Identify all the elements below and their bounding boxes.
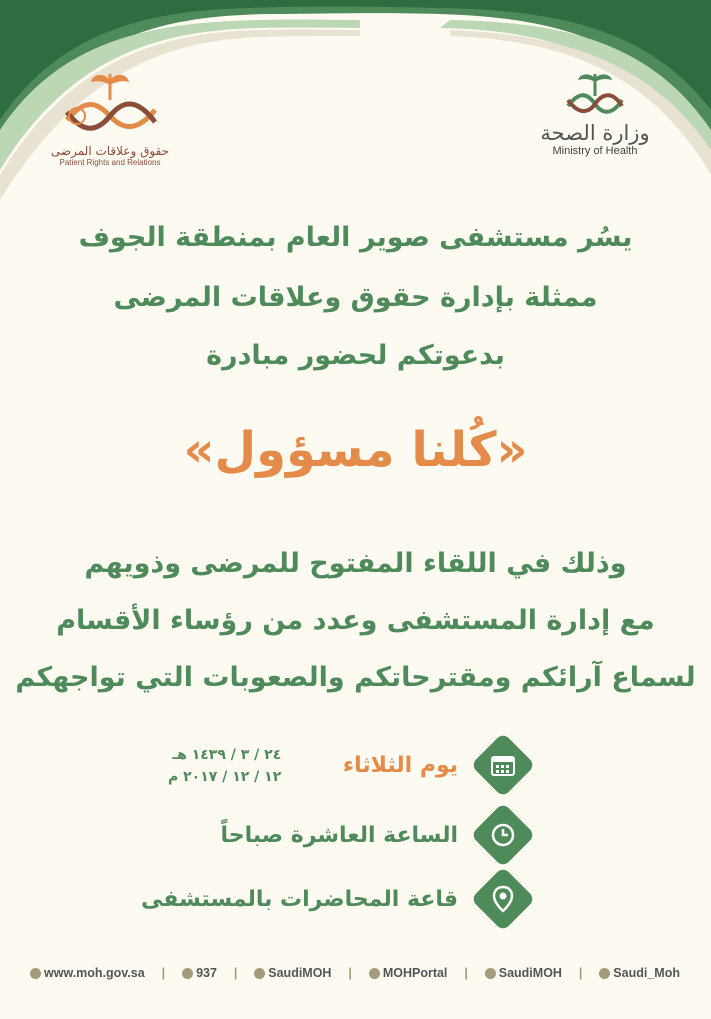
time-row [220, 812, 526, 858]
gregorian-date: ١٢ / ١٢ / ٢٠١٧ م [168, 769, 282, 785]
footer-twitter[interactable] [254, 966, 331, 980]
footer-phone[interactable] [182, 966, 217, 980]
patient-rights-emblem-icon [55, 70, 165, 140]
footer-divider: | [161, 966, 166, 980]
calendar-icon [490, 753, 516, 777]
footer-divider: | [348, 966, 352, 980]
event-time: الساعة العاشرة صباحاً [220, 822, 458, 848]
location-pin-icon-badge [470, 866, 535, 931]
date-row [343, 742, 526, 788]
snapchat-icon [599, 968, 610, 979]
clock-icon-badge [470, 802, 535, 867]
instagram-icon [485, 968, 496, 979]
patient-rights-arabic-name: حقوق وعلاقات المرضى [50, 144, 170, 158]
patient-rights-logo [40, 70, 180, 167]
invitation-line-hospital: يسُر مستشفى صوير العام بمنطقة الجوف [78, 222, 633, 253]
hijri-date: ٢٤ / ٣ / ١٤٣٩ هـ [172, 747, 282, 763]
clock-icon [490, 822, 516, 848]
moh-logo [520, 70, 670, 157]
moh-arabic-name: وزارة الصحة [540, 121, 650, 145]
location-row [141, 876, 526, 922]
instagram-text: SaudiMOH [498, 966, 562, 980]
location-pin-icon [491, 885, 515, 913]
invitation-line-meeting: وذلك في اللقاء المفتوح للمرضى وذويهم [84, 548, 627, 579]
invitation-line-purpose: لسماع آرائكم ومقترحاتكم والصعوبات التي تواجهكم [15, 662, 696, 693]
youtube-icon [369, 968, 380, 979]
footer-divider: | [578, 966, 583, 980]
patient-rights-english-name: Patient Rights and Relations [59, 158, 161, 167]
website-text: www.moh.gov.sa [44, 966, 145, 980]
initiative-slogan: «كُلنا مسؤول» [183, 422, 528, 478]
footer-snapchat[interactable] [599, 966, 680, 980]
globe-icon [30, 968, 41, 979]
event-dates [168, 744, 281, 788]
footer-instagram[interactable] [485, 966, 562, 980]
twitter-icon [254, 968, 265, 979]
invitation-line-invite: بدعوتكم لحضور مبادرة [206, 340, 505, 371]
moh-english-name: Ministry of Health [552, 145, 638, 158]
contact-footer [30, 966, 680, 980]
youtube-text: MOHPortal [382, 966, 448, 980]
footer-divider: | [464, 966, 468, 980]
calendar-icon-badge [470, 732, 535, 797]
day-label: يوم الثلاثاء [342, 752, 458, 778]
event-place: قاعة المحاضرات بالمستشفى [141, 886, 458, 912]
snapchat-text: Saudi_Moh [613, 966, 680, 980]
moh-emblem-icon [560, 70, 630, 118]
phone-text: 937 [196, 966, 217, 980]
phone-icon [182, 968, 193, 979]
footer-divider: | [233, 966, 238, 980]
invitation-line-management: مع إدارة المستشفى وعدد من رؤساء الأقسام [56, 605, 655, 636]
footer-youtube[interactable] [369, 966, 448, 980]
footer-website[interactable] [30, 966, 145, 980]
twitter-text: SaudiMOH [268, 966, 332, 980]
invitation-line-department: ممثلة بإدارة حقوق وعلاقات المرضى [113, 282, 598, 313]
